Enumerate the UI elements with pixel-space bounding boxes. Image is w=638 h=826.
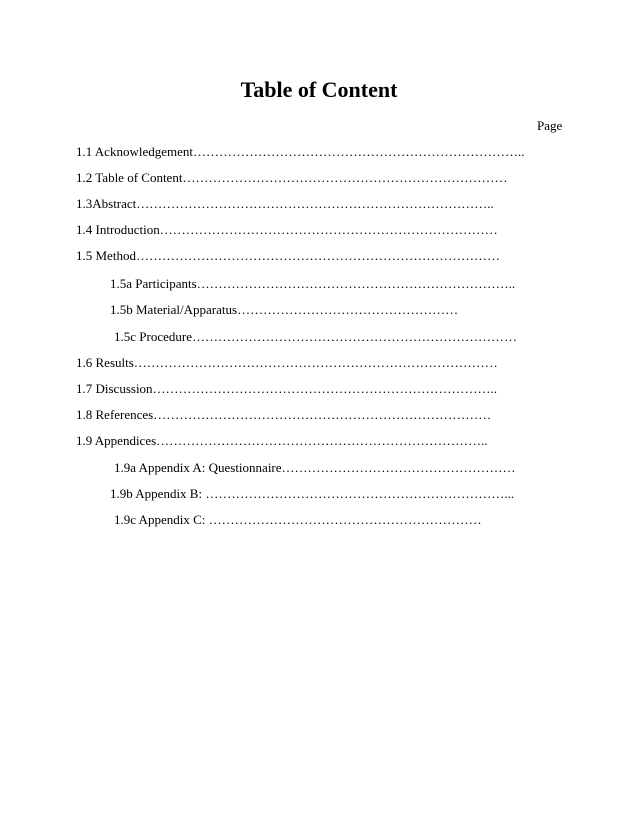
toc-entry-results: 1.6 Results………………………………………………………………………… [76, 355, 498, 370]
toc-entry-appendix-a: 1.9a Appendix A: Questionnaire……………………………………………… [114, 460, 516, 475]
page-column-label: Page [537, 118, 563, 133]
toc-entry-references: 1.8 References…………………………………………………………………… [76, 407, 492, 422]
toc-entry-procedure: 1.5c Procedure………………………………………………………………… [114, 329, 517, 344]
toc-entry-acknowledgement: 1.1 Acknowledgement………………………………………………………………….. [76, 144, 525, 159]
toc-entry-appendix-c: 1.9c Appendix C: ……………………………………………………… [114, 512, 482, 527]
toc-entry-participants: 1.5a Participants……………………………………………………………….. [110, 276, 516, 291]
toc-entry-introduction: 1.4 Introduction…………………………………………………………………… [76, 222, 498, 237]
toc-entry-table-of-content: 1.2 Table of Content………………………………………………………………… [76, 170, 508, 185]
toc-entry-abstract: 1.3Abstract……………………………………………………………………….. [76, 196, 494, 211]
toc-entry-discussion: 1.7 Discussion…………………………………………………………………….. [76, 381, 498, 396]
document-title: Table of Content [240, 77, 398, 102]
toc-entry-material-apparatus: 1.5b Material/Apparatus…………………………………………… [110, 302, 459, 317]
toc-entry-appendices: 1.9 Appendices………………………………………………………………….. [76, 433, 488, 448]
toc-entry-appendix-b: 1.9b Appendix B: ……………………………………………………………... [110, 486, 515, 501]
toc-entry-method: 1.5 Method………………………………………………………………………… [76, 248, 500, 263]
